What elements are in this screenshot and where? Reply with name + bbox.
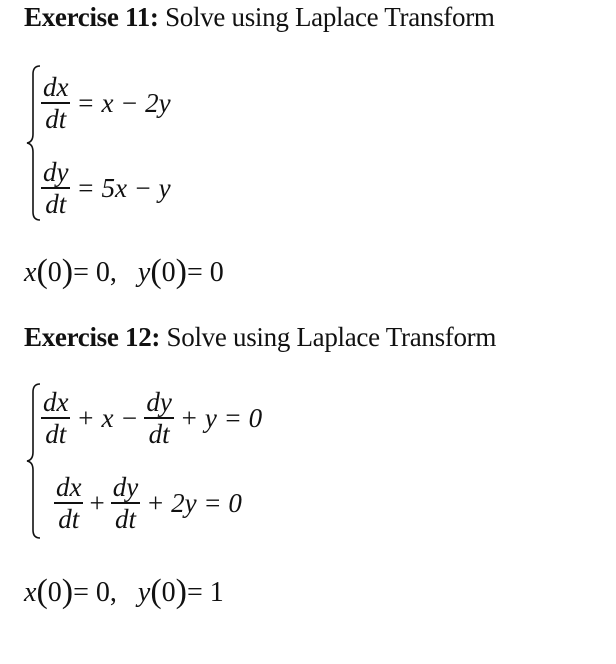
fraction — [41, 387, 70, 449]
fraction — [54, 472, 83, 534]
numerator: dx — [56, 472, 82, 503]
x-label: x — [24, 257, 37, 288]
y-value: = 0 — [186, 257, 224, 288]
equation-rhs: = 5x − y — [76, 172, 171, 203]
numerator: dx — [43, 387, 69, 418]
equation-rhs: + 2y = 0 — [146, 487, 242, 518]
denominator: dt — [58, 503, 80, 534]
x-arg: 0 — [47, 257, 62, 288]
fraction — [111, 472, 140, 534]
denominator: dt — [114, 503, 136, 534]
exercise-12-initial-conditions: x(0)= 0, y(0)= 1 — [24, 573, 224, 610]
fraction — [41, 72, 70, 134]
denominator: dt — [45, 103, 67, 134]
operator: + x − — [76, 402, 139, 433]
denominator: dt — [45, 418, 67, 449]
y-label: y — [137, 257, 151, 288]
exercise-11-initial-conditions: x(0)= 0, y(0)= 0 — [24, 253, 224, 290]
x-value: = 0, — [73, 577, 117, 608]
fraction — [41, 157, 70, 219]
numerator: dy — [146, 387, 172, 418]
x-arg: 0 — [47, 577, 62, 608]
x-label: x — [24, 577, 37, 608]
equation-rhs: = x − 2y — [76, 87, 171, 118]
x-value: = 0, — [73, 257, 117, 288]
exercise-12-title — [24, 322, 496, 353]
exercise-12-equation-1 — [38, 386, 265, 450]
numerator: dx — [43, 72, 69, 103]
denominator: dt — [45, 188, 67, 219]
numerator: dy — [112, 472, 139, 503]
fraction — [144, 387, 173, 449]
exercise-12-equation-2 — [51, 471, 245, 535]
y-arg: 0 — [161, 577, 176, 608]
exercise-11-title — [24, 2, 495, 33]
exercise-12-instruction: Solve using Laplace Transform — [160, 322, 497, 352]
y-value: = 1 — [186, 577, 224, 608]
y-arg: 0 — [161, 257, 176, 288]
numerator: dy — [43, 157, 69, 188]
equation-rhs: + y = 0 — [179, 402, 263, 433]
operator: + — [89, 487, 105, 518]
exercise-11-equation-1 — [38, 71, 174, 135]
denominator: dt — [148, 418, 170, 449]
exercise-11-equation-2 — [38, 156, 174, 220]
exercise-11-instruction: Solve using Laplace Transform — [158, 2, 495, 32]
exercise-12-label: Exercise 12: — [24, 322, 161, 352]
exercise-11-label: Exercise 11: — [24, 2, 159, 32]
y-label: y — [137, 577, 151, 608]
